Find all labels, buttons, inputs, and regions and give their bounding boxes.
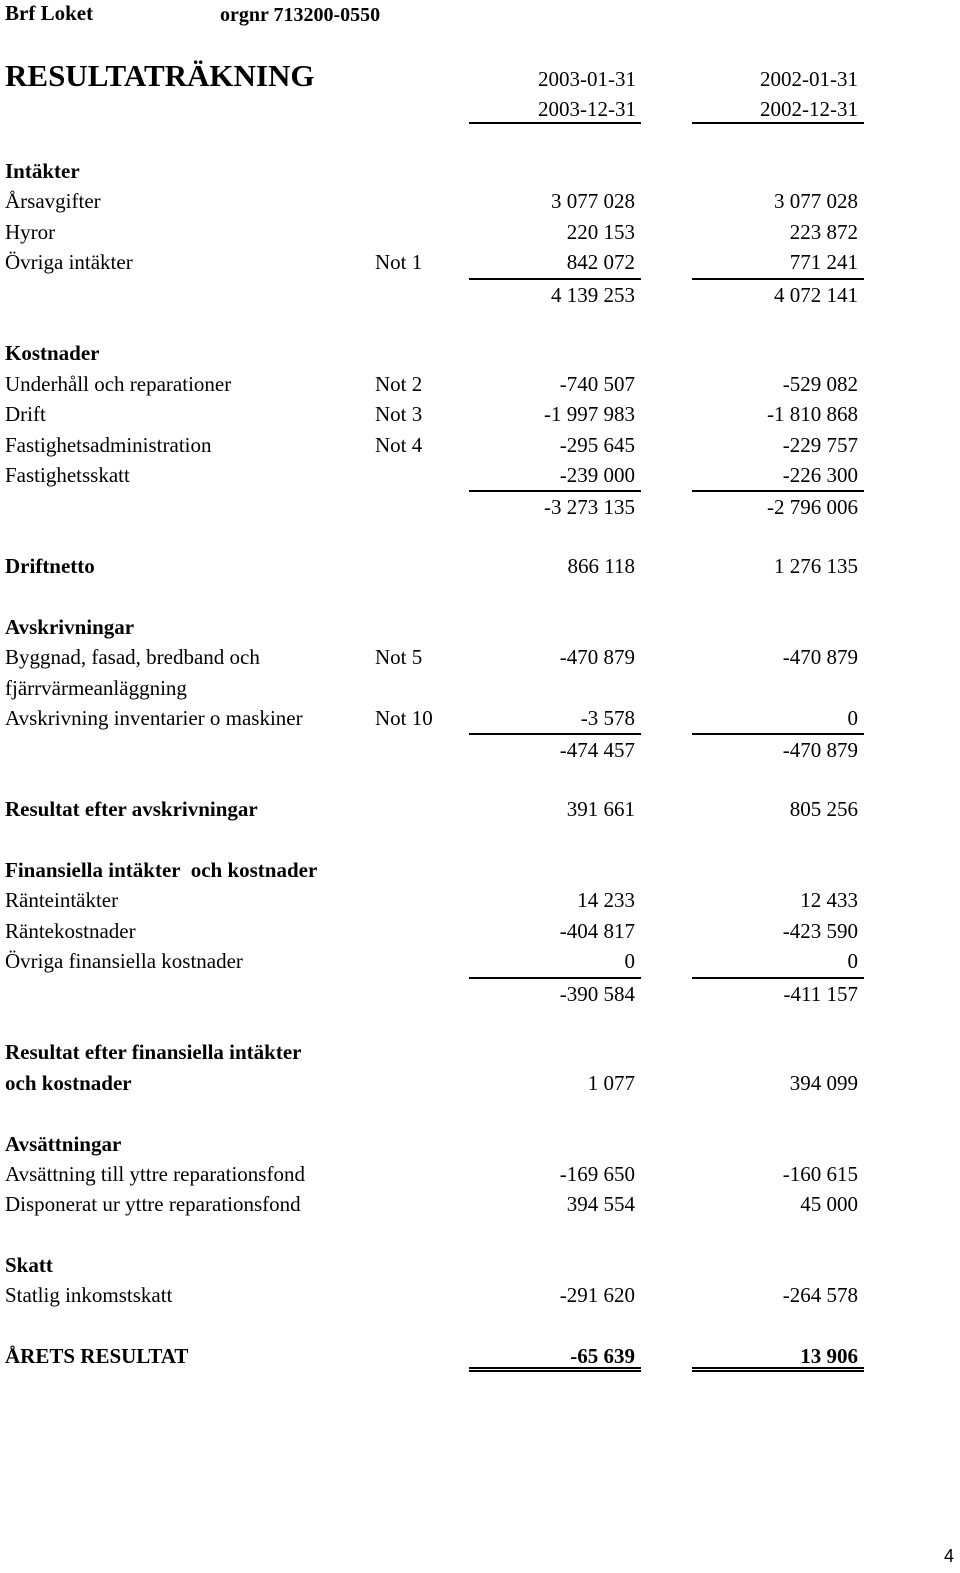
table-row: [0, 1189, 960, 1219]
value-2002: 394 099: [789, 1070, 858, 1095]
result-row: [0, 1068, 960, 1098]
table-row: [0, 156, 960, 186]
net-result-row: [0, 1341, 960, 1371]
net-result-2003: -65 639: [469, 1341, 641, 1371]
value-2003: 0: [624, 949, 635, 974]
row-label: Disponerat ur yttre reparationsfond: [5, 1192, 301, 1217]
section-heading: Avsättningar: [5, 1131, 122, 1156]
spacer-row: [0, 1007, 960, 1037]
section-heading: Skatt: [5, 1253, 53, 1278]
subtotal-2003: -390 584: [469, 977, 641, 1007]
value-2003: 14 233: [577, 888, 635, 913]
table-row: [0, 1250, 960, 1280]
table-row: [0, 247, 960, 277]
section-heading: Intäkter: [5, 159, 80, 183]
table-row: [0, 430, 960, 460]
organization-number: orgnr 713200-0550: [220, 4, 381, 26]
period-underline-2003: [469, 122, 641, 124]
table-row: [0, 399, 960, 429]
value-2003: -740 507: [559, 371, 635, 396]
subtotal-row: [0, 490, 960, 520]
section-heading: Finansiella intäkter och kostnader: [5, 857, 318, 882]
table-row: [0, 1129, 960, 1159]
spacer-row: [0, 1311, 960, 1341]
value-2003: 220 153: [566, 219, 635, 244]
period-underline-2002: [692, 122, 864, 124]
table-row: [0, 369, 960, 399]
row-label: Byggnad, fasad, bredband och: [5, 645, 260, 670]
spacer-row: [0, 581, 960, 611]
period-2003-start: 2003-01-31: [538, 67, 636, 91]
result-label: och kostnader: [5, 1070, 132, 1095]
value-2003: 391 661: [566, 797, 635, 822]
value-2003: -3 578: [580, 706, 635, 731]
value-2003: -404 817: [559, 918, 635, 943]
value-2003: 3 077 028: [551, 189, 635, 214]
section-heading: Avskrivningar: [5, 614, 135, 639]
value-2002: 0: [847, 949, 858, 974]
value-2002: -229 757: [782, 432, 858, 457]
row-label: Fastighetsadministration: [5, 432, 212, 457]
table-row: [0, 612, 960, 642]
note-ref: Not 10: [375, 706, 433, 731]
row-label: Drift: [5, 402, 46, 427]
subtotal-2002: -470 879: [692, 733, 864, 763]
table-row: [0, 460, 960, 490]
income-statement-table: [0, 156, 960, 1372]
value-2003: -295 645: [559, 432, 635, 457]
subtotal-2002: -2 796 006: [692, 490, 864, 520]
value-2002: -423 590: [782, 918, 858, 943]
subtotal-2002: 4 072 141: [692, 278, 864, 308]
note-ref: Not 3: [375, 402, 423, 427]
table-row: [0, 1159, 960, 1189]
net-result-2002: 13 906: [692, 1341, 864, 1371]
table-row: [0, 217, 960, 247]
spacer-row: [0, 521, 960, 551]
result-label: Resultat efter finansiella intäkter: [5, 1040, 302, 1065]
value-2002: 45 000: [800, 1192, 858, 1217]
row-label: Ränteintäkter: [5, 888, 119, 913]
value-2002: 771 241: [789, 250, 858, 275]
table-row: [0, 1280, 960, 1310]
row-label: Räntekostnader: [5, 918, 136, 943]
period-2002-end: 2002-12-31: [760, 97, 858, 121]
value-2003: 842 072: [566, 250, 635, 275]
note-ref: Not 1: [375, 250, 423, 275]
row-label: Statlig inkomstskatt: [5, 1283, 173, 1308]
row-label: Avsättning till yttre reparationsfond: [5, 1161, 305, 1186]
value-2003: -169 650: [559, 1161, 635, 1186]
subtotal-2002: -411 157: [692, 977, 864, 1007]
value-2002: 805 256: [789, 797, 858, 822]
value-2002: -160 615: [782, 1161, 858, 1186]
subtotal-2003: -3 273 135: [469, 490, 641, 520]
row-label: Fastighetsskatt: [5, 462, 130, 487]
row-label: fjärrvärmeanläggning: [5, 675, 187, 700]
value-2003: -291 620: [559, 1283, 635, 1308]
value-2002: -470 879: [782, 645, 858, 670]
value-2003: -470 879: [559, 645, 635, 670]
table-row: [0, 916, 960, 946]
row-label: Övriga finansiella kostnader: [5, 949, 243, 974]
value-2002: 0: [847, 706, 858, 731]
result-row: [0, 1037, 960, 1067]
note-ref: Not 4: [375, 432, 423, 457]
result-row: [0, 551, 960, 581]
table-row: [0, 642, 960, 672]
result-label: Resultat efter avskrivningar: [5, 797, 258, 822]
organization-name: Brf Loket: [5, 1, 94, 25]
table-row: [0, 186, 960, 216]
table-row: [0, 885, 960, 915]
table-row: [0, 338, 960, 368]
spacer-row: [0, 825, 960, 855]
spacer-row: [0, 308, 960, 338]
subtotal-row: [0, 977, 960, 1007]
row-label: Avskrivning inventarier o maskiner: [5, 706, 303, 731]
table-row: [0, 703, 960, 733]
subtotal-2003: 4 139 253: [469, 278, 641, 308]
row-label: Underhåll och reparationer: [5, 371, 232, 396]
value-2003: -1 997 983: [544, 402, 635, 427]
value-2002: -264 578: [782, 1283, 858, 1308]
value-2002: 1 276 135: [774, 554, 858, 579]
row-label: Övriga intäkter: [5, 250, 133, 275]
table-row: [0, 673, 960, 703]
value-2003: 866 118: [567, 554, 635, 579]
value-2002: -529 082: [782, 371, 858, 396]
page-number: 4: [943, 1546, 954, 1566]
value-2002: -226 300: [782, 462, 858, 487]
value-2002: -1 810 868: [767, 402, 858, 427]
spacer-row: [0, 1220, 960, 1250]
subtotal-row: [0, 733, 960, 763]
result-label: Driftnetto: [5, 554, 95, 579]
net-result-label: ÅRETS RESULTAT: [5, 1344, 189, 1369]
value-2003: 394 554: [566, 1192, 635, 1217]
result-row: [0, 794, 960, 824]
table-row: [0, 855, 960, 885]
subtotal-2003: -474 457: [469, 733, 641, 763]
period-2003-end: 2003-12-31: [538, 97, 636, 121]
value-2002: 223 872: [789, 219, 858, 244]
value-2003: 1 077: [587, 1070, 635, 1095]
spacer-row: [0, 1098, 960, 1128]
note-ref: Not 2: [375, 371, 423, 396]
section-heading: Kostnader: [5, 341, 100, 366]
note-ref: Not 5: [375, 645, 423, 670]
table-row: [0, 946, 960, 976]
period-2002-start: 2002-01-31: [760, 67, 858, 91]
subtotal-row: [0, 278, 960, 308]
page-title: RESULTATRÄKNING: [5, 58, 315, 93]
spacer-row: [0, 764, 960, 794]
value-2003: -239 000: [559, 462, 635, 487]
value-2002: 3 077 028: [774, 189, 858, 214]
row-label: Hyror: [5, 219, 56, 244]
value-2002: 12 433: [800, 888, 858, 913]
row-label: Årsavgifter: [5, 189, 101, 214]
